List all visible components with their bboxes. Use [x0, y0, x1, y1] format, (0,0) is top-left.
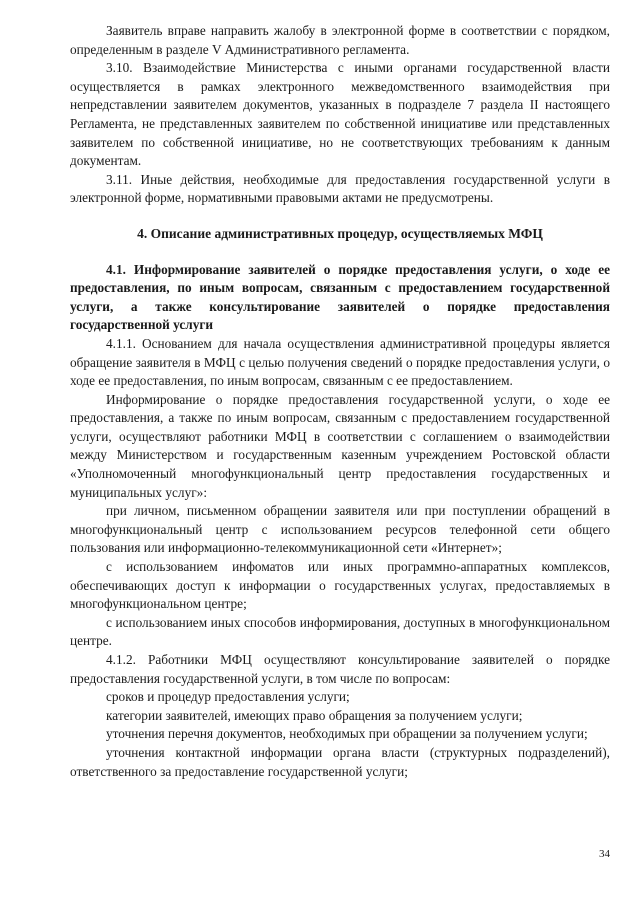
- paragraph-infomats: с использованием инфоматов или иных программно-аппаратных комплексов, обеспечивающих доступ к информации о государственных услугах, предоставляемых в многофункциональном центре;: [70, 559, 610, 612]
- paragraph-informing: Информирование о порядке предоставления государственной услуги, о ходе ее предоставления, а также по иным вопросам, связанным с предоставлением государственной услуги, осуществляют работники МФЦ в соответствии с соглашением о взаимодействии между Министерством и государственным казенным учреждением Ростовской области «Уполномоченный многофункциональный центр предоставления государственных и муниципальных услуг»:: [70, 391, 610, 500]
- paragraph-3-10: 3.10. Взаимодействие Министерства с иными органами государственной власти осуществляется в рамках электронного межведомственного взаимодействия при непредставлении заявителем документов, указанных в подразделе 7 раздела II настоящего Регламента, не представленных заявителем по собственной инициативе или представленных заявителем по собственной инициативе, но не соответствующих требованиям к данным документам.: [70, 60, 610, 169]
- list-item-documents: уточнения перечня документов, необходимых при обращении за получением услуги;: [106, 726, 588, 742]
- paragraph-other-methods: с использованием иных способов информирования, доступных в многофункциональном центре.: [70, 614, 610, 649]
- paragraph-complaint: Заявитель вправе направить жалобу в электронной форме в соответствии с порядком, определенным в разделе V Административного регламента.: [70, 23, 610, 57]
- paragraph-3-11: 3.11. Иные действия, необходимые для предоставления государственной услуги в электронной форме, нормативными правовыми актами не предусмотрены.: [70, 171, 610, 206]
- paragraph-personal-request: при личном, письменном обращении заявителя или при поступлении обращений в многофункциональный центр с использованием ресурсов телефонной сети общего пользования или информационно-телекоммуникационной сети «Интернет»;: [70, 503, 610, 556]
- list-item-categories: категории заявителей, имеющих право обращения за получением услуги;: [106, 707, 523, 723]
- document-page: [70, 22, 610, 781]
- paragraph-4-1-1: 4.1.1. Основанием для начала осуществления административной процедуры является обращение заявителя в МФЦ с целью получения сведений о порядке предоставления услуги, о ходе ее предоставления, по иным вопросам, связанным с ее предоставлением.: [70, 335, 610, 389]
- list-item-contacts: уточнения контактной информации органа власти (структурных подразделений), ответственного за предоставление государственной услуги;: [70, 744, 610, 779]
- paragraph-4-1-2: 4.1.2. Работники МФЦ осуществляют консультирование заявителей о порядке предоставления государственной услуги, в том числе по вопросам:: [70, 652, 610, 686]
- subsection-heading-4-1: 4.1. Информирование заявителей о порядке предоставления услуги, о ходе ее предоставления, по иным вопросам, связанным с предоставлением государственной услуги, а также консультирование заявителей о порядке предоставления государственной услуги: [70, 261, 610, 333]
- list-item-deadlines: сроков и процедур предоставления услуги;: [106, 689, 350, 705]
- page-number: 34: [599, 848, 610, 860]
- section-heading-4: 4. Описание административных процедур, осуществляемых МФЦ: [137, 225, 543, 241]
